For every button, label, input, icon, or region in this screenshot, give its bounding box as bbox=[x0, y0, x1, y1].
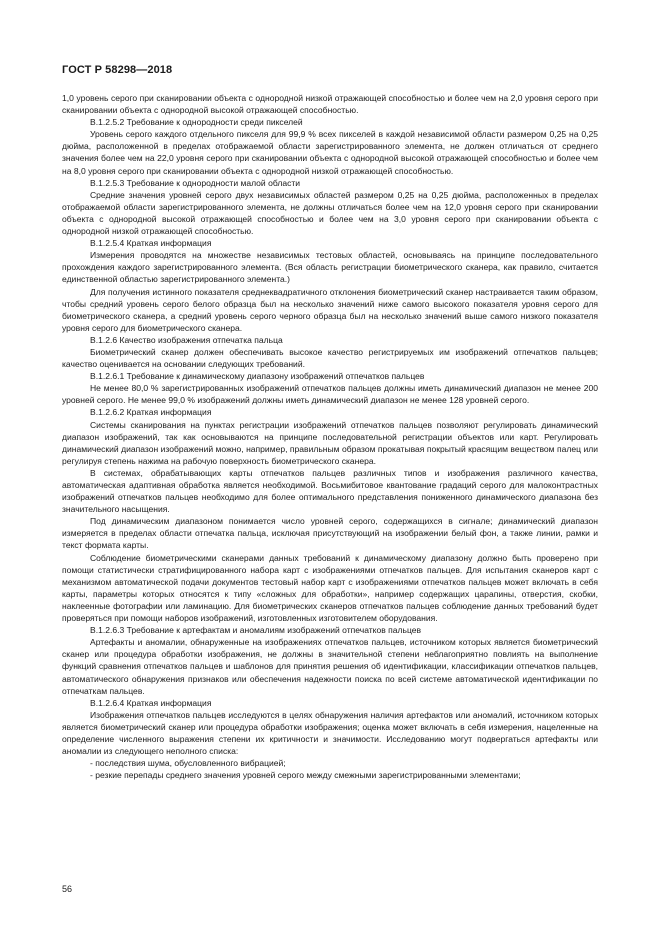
section-heading: В.1.2.6.4 Краткая информация bbox=[90, 697, 212, 708]
body-paragraph: Измерения проводятся на множестве независимых тестовых областей, основываясь на принципе последовательного прохождения каждого зарегистрированного элемента. (Вся область регистрации биометрического сканера, как правило, считается единственной областью зарегистрированного элемента.) bbox=[62, 250, 598, 285]
body-paragraph: 1,0 уровень серого при сканировании объекта с однородной низкой отражающей способностью и более чем на 2,0 уровня серого при сканировании объекта с однородной высокой отражающей способностью. bbox=[62, 93, 598, 116]
document-body bbox=[62, 92, 598, 781]
body-paragraph: Средние значения уровней серого двух независимых областей размером 0,25 на 0,25 дюйма, расположенных в пределах отображаемой области зарегистрированного элемента, не должны отличаться более чем на 12,0 уровня серого при сканировании объекта с однородной высокой отражающей способностью и более чем на 3,0 уровня серого при сканировании объекта с однородной низкой отражающей способностью. bbox=[62, 189, 598, 237]
body-paragraph: Под динамическим диапазоном понимается число уровней серого, содержащихся в сигнале; динамический диапазон измеряется в пределах области отпечатка пальца, исключая присутствующий на изображении белый фон, а также линии, рамки и текст формата карты. bbox=[62, 516, 598, 551]
section-heading: В.1.2.6.2 Краткая информация bbox=[90, 407, 212, 418]
section-heading: В.1.2.5.4 Краткая информация bbox=[90, 238, 212, 249]
body-paragraph: В системах, обрабатывающих карты отпечатков пальцев различных типов и изображения различного качества, автоматическая адаптивная обработка является необходимой. Восьмибитовое квантование градаций серого для малоконтрастных изображений отпечатков пальцев необходимо для более оптимального представления пониженного динамического диапазона без значительного насыщения. bbox=[62, 467, 598, 515]
body-paragraph: Уровень серого каждого отдельного пикселя для 99,9 % всех пикселей в каждой независимой области размером 0,25 на 0,25 дюйма, расположенной в пределах отображаемой области зарегистрированного элемента, не должен отличаться от среднего значения более чем на 22,0 уровня серого при сканировании объекта с однородной высокой отражающей способностью и более чем на 8,0 уровня серого при сканировании объекта с однородной низкой отражающей способностью. bbox=[62, 129, 598, 176]
page-number: 56 bbox=[62, 884, 73, 894]
section-heading: В.1.2.5.2 Требование к однородности среди пикселей bbox=[90, 117, 303, 128]
document-header: ГОСТ Р 58298—2018 bbox=[62, 64, 173, 76]
body-paragraph: Системы сканирования на пунктах регистрации изображений отпечатков пальцев позволяют регулировать динамический диапазон изображений, так как основываются на принципе последовательной регистрации объектов или карт. Регулировать динамический диапазон изображений можно, например, правильным образом прокатывая покрытый красящим веществом палец или регулируя степень нажима на рабочую поверхность биометрического сканера. bbox=[62, 419, 598, 466]
body-paragraph: Для получения истинного показателя среднеквадратичного отклонения биометрический сканер настраивается таким образом, чтобы средний уровень серого белого образца был на несколько значений ниже самого высокого показателя уровня серого для биометрического сканера, а средний уровень серого черного образца был на несколько значений выше самого низкого показателя уровня серого для биометрического сканера. bbox=[62, 286, 598, 333]
body-paragraph: Артефакты и аномалии, обнаруженные на изображениях отпечатков пальцев, источником которых является биометрический сканер или процедура обработки изображения, не должны в значительной степени неблагоприятно повлиять на выполнение функций сравнения отпечатков пальцев и шаблонов для принятия решения об идентификации, классификации отпечатков пальцев, автоматического обнаружения признаков или обеспечения надежности поиска по всей системе автоматической идентификации по отпечаткам пальцев. bbox=[62, 637, 598, 696]
list-item: - последствия шума, обусловленного вибрацией; bbox=[90, 758, 286, 769]
section-heading: В.1.2.5.3 Требование к однородности малой области bbox=[90, 177, 301, 188]
body-paragraph: Не менее 80,0 % зарегистрированных изображений отпечатков пальцев должны иметь динамический диапазон не менее 200 уровней серого. Не менее 99,0 % изображений должны иметь динамический диапазон не менее 128 уровней серого. bbox=[62, 383, 598, 406]
section-heading: В.1.2.6 Качество изображения отпечатка пальца bbox=[90, 334, 283, 345]
section-heading: В.1.2.6.3 Требование к артефактам и аномалиям изображений отпечатков пальцев bbox=[90, 625, 422, 636]
body-paragraph: Изображения отпечатков пальцев исследуются в целях обнаружения наличия артефактов или аномалий, источником которых является биометрический сканер или процедура обработки изображения; оценка может включать в себя измерения, нацеленные на определение численного выражения степени их критичности и значимости. Исследованию могут подвергаться артефакты или аномалии из следующего неполного списка: bbox=[62, 709, 598, 757]
body-paragraph: Биометрический сканер должен обеспечивать высокое качество регистрируемых им изображений отпечатков пальцев; качество оценивается на основании следующих требований. bbox=[62, 346, 598, 370]
list-item: - резкие перепады среднего значения уровней серого между смежными зарегистрированными элементами; bbox=[90, 770, 521, 781]
body-paragraph: Соблюдение биометрическими сканерами данных требований к динамическому диапазону должно быть проверено при помощи статистически стратифицированного набора карт с изображениями отпечатков пальцев. Для испытания сканеров карт с механизмом автоматической подачи документов тестовый набор карт с изображениями отпечатков пальцев может включать в себя карты, параметры которых относятся к типу «сложных для обработки», например содержащих царапины, отверстия, скобки, наклеенные фотографии или ламинацию. Для биометрических сканеров отпечатков пальцев соблюдение данных требований будет проверяться при помощи наборов изображений, изготовленных изготовителем оборудования. bbox=[62, 552, 598, 624]
section-heading: В.1.2.6.1 Требование к динамическому диапазону изображений отпечатков пальцев bbox=[90, 371, 425, 382]
